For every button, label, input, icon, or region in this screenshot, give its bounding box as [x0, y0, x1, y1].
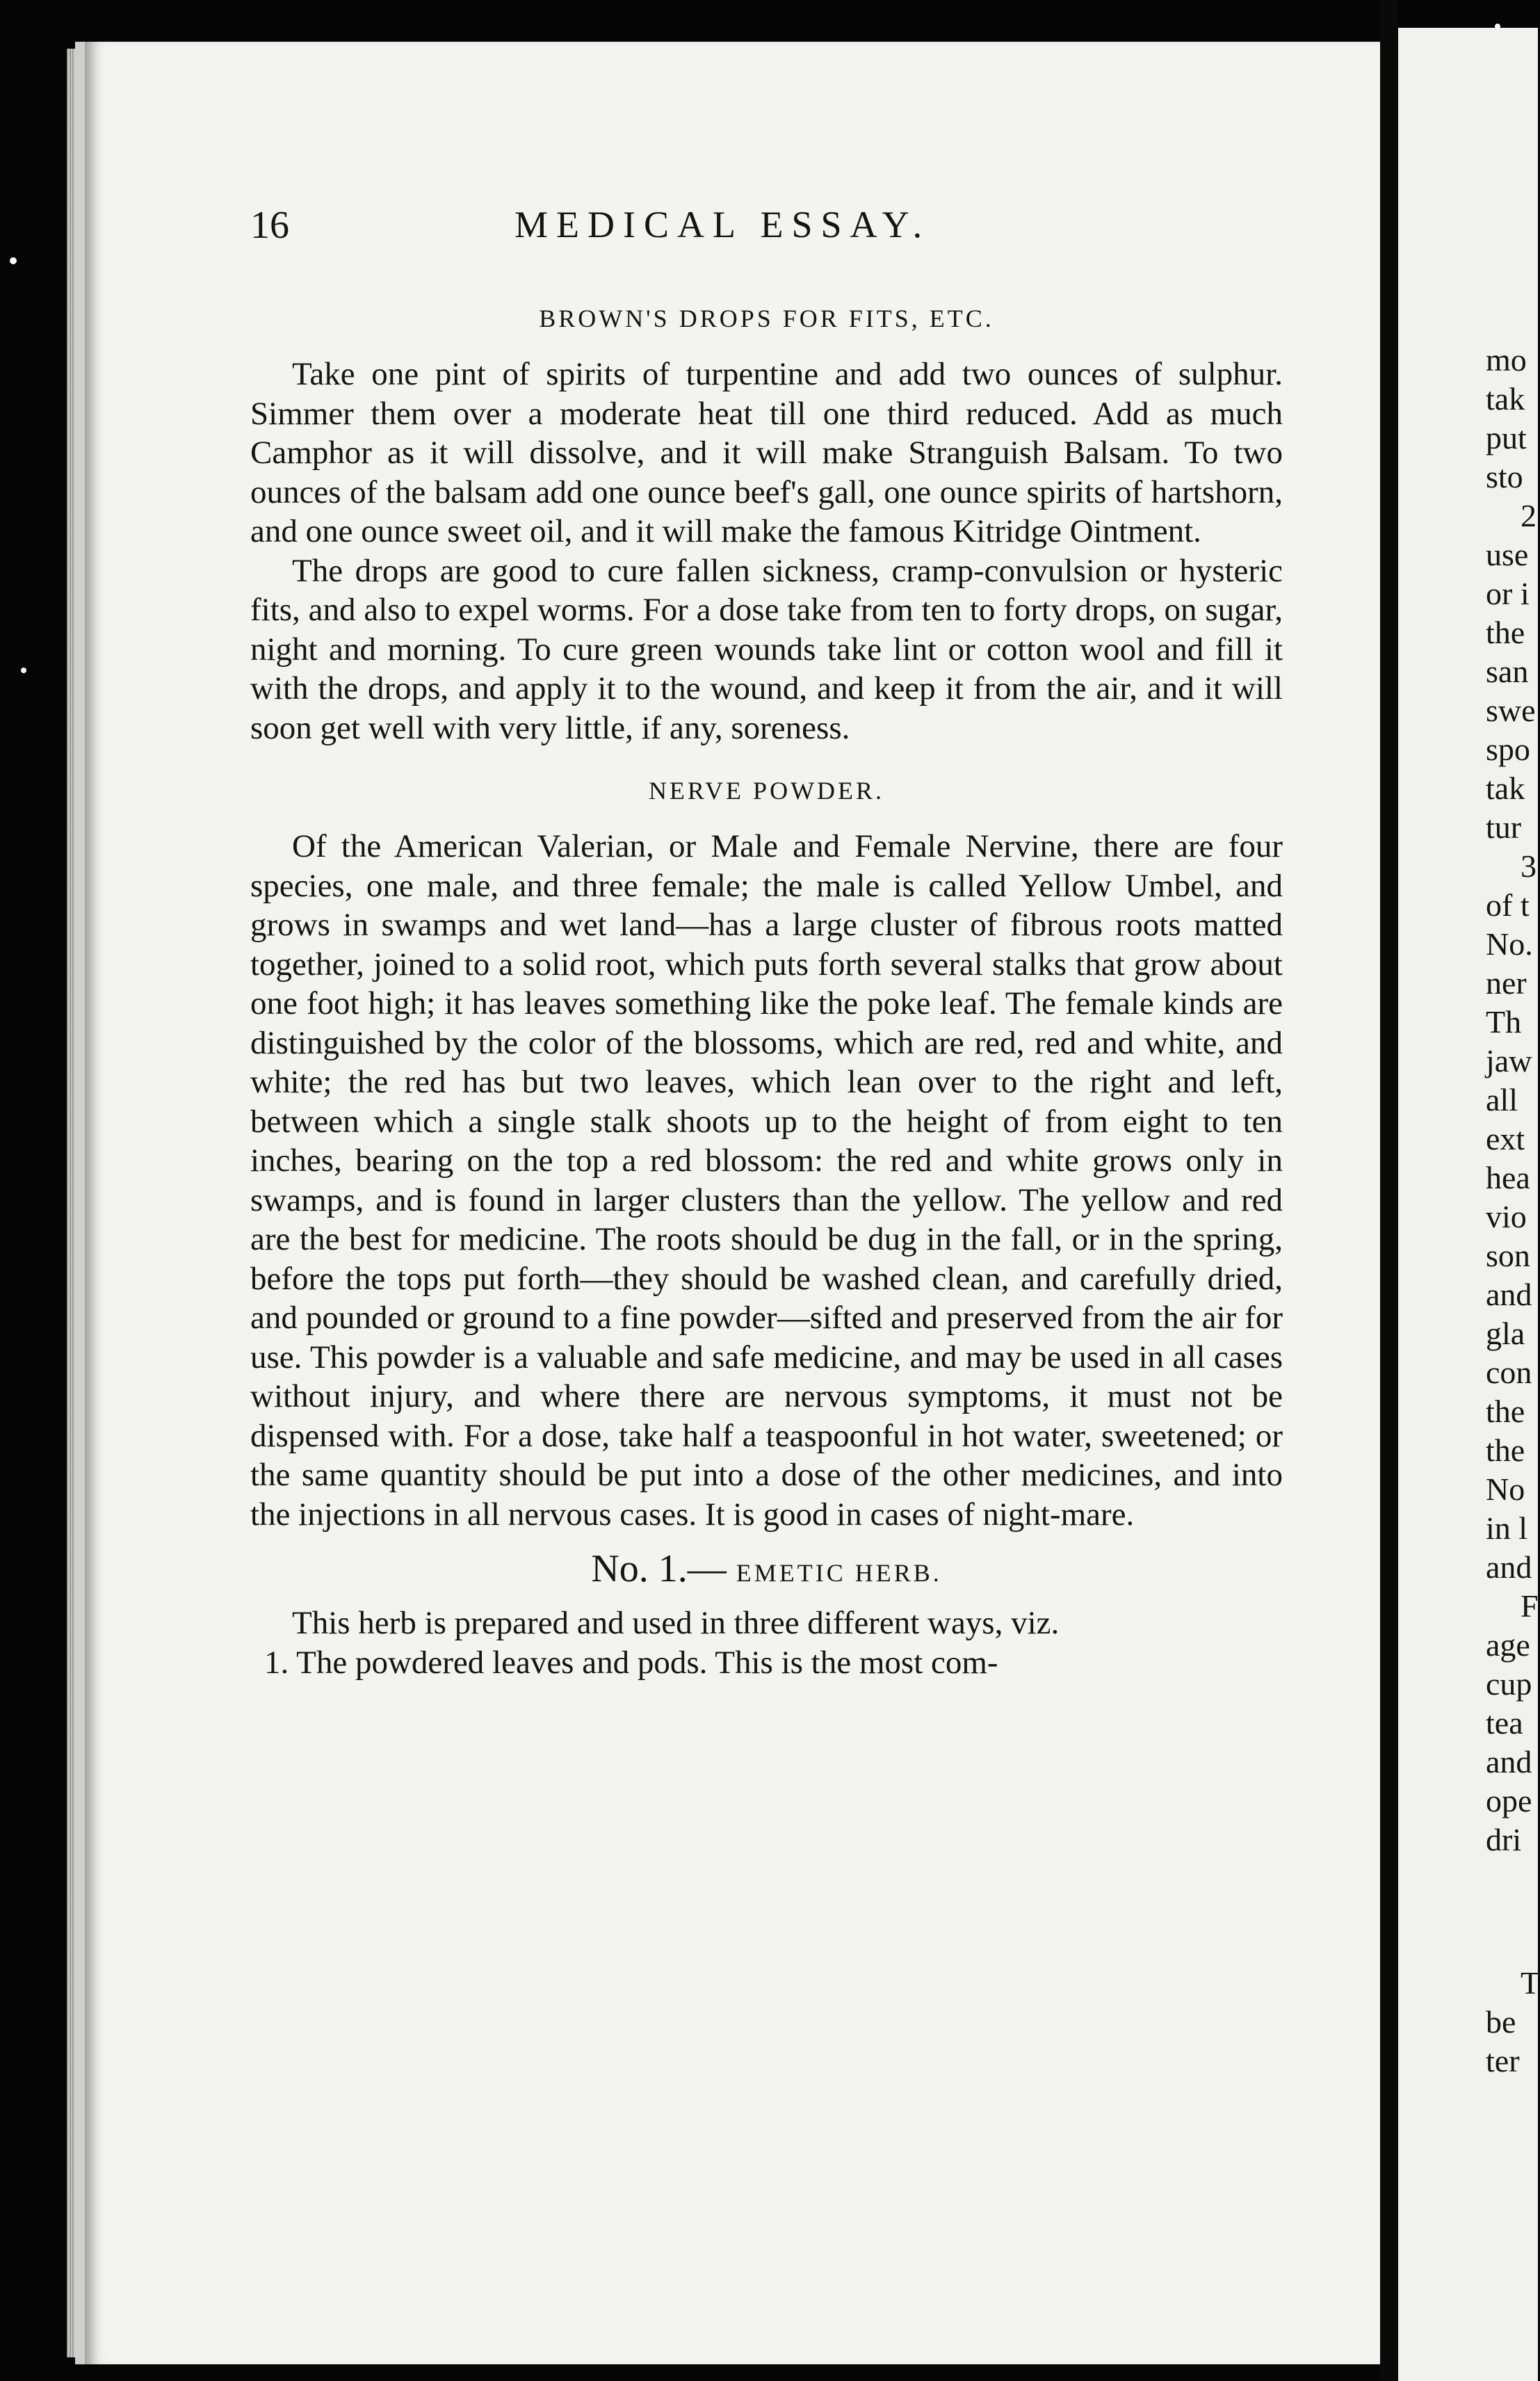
next-page-text-fragment: the [1486, 615, 1525, 650]
next-page-text-fragment: con [1486, 1355, 1532, 1390]
section-heading-emetic-herb [250, 1547, 1283, 1595]
running-title: MEDICAL ESSAY. [514, 204, 931, 245]
next-page-text-fragment: and [1486, 1744, 1532, 1779]
next-page-text-fragment: in l [1486, 1510, 1528, 1546]
next-page-text-fragment: ter [1486, 2043, 1520, 2079]
next-page-text-fragment: the [1486, 1394, 1525, 1429]
section-title: EMETIC HERB. [736, 1559, 942, 1587]
next-page-text-fragment: put [1486, 420, 1527, 455]
section-heading-browns-drops: BROWN'S DROPS FOR FITS, ETC. [539, 305, 994, 332]
next-page-text-fragment: swe [1486, 693, 1536, 728]
section-number: No. 1.— [591, 1547, 727, 1590]
paragraph: Of the American Valerian, or Male and Female Nervine, there are four species, one male, and three female; the male is called Yellow Umbel, and grows in swamps and wet land—has a large cluster of fibrous roots matted together, joined to a solid root, which puts forth several stalks that grow about one foot high; it has leaves something like the poke leaf. The female kinds are distinguished by the color of the blossoms, which are red, red and white, and white; the red has but two leaves, which lean over to the right and left, between which a single stalk shoots up to the height of from eight to ten inches, bearing on the top a red blossom: the red and white grows only in swamps, and is found in larger clusters than the yellow. The yellow and red are the best for medicine. The roots should be dug in the fall, or in the spring, before the tops put forth—they should be washed clean, and carefully dried, and pounded or ground to a fine powder—sifted and preserved from the air for use. This powder is a valuable and safe medicine, and may be used in all cases without injury, and where there are nervous symptoms, it must not be dispensed with. For a dose, take half a teaspoonful in hot water, sweetened; or the same quantity should be put into a dose of the other medicines, and into the injections in all nervous cases. It is good in cases of night-mare. [250, 828, 1283, 1533]
next-page-text-fragment: son [1486, 1238, 1530, 1273]
next-page-text-fragment: vio [1486, 1199, 1527, 1234]
next-page-text-fragment: ext [1486, 1121, 1525, 1156]
next-page-text-fragment: gla [1486, 1316, 1525, 1351]
next-page-text-fragment: all [1486, 1082, 1518, 1117]
next-page-text-fragment: No [1486, 1471, 1525, 1507]
paragraph: This herb is prepared and used in three different ways, viz. [292, 1605, 1060, 1641]
next-page-text-fragment: spo [1486, 732, 1530, 767]
next-page-text-fragment: of t [1486, 887, 1530, 923]
next-page-text-fragment: ope [1486, 1783, 1532, 1818]
next-page-text-fragment: sto [1486, 459, 1523, 494]
next-page-text-fragment: jaw [1486, 1043, 1532, 1079]
next-page-text-fragment: be [1486, 2004, 1516, 2040]
next-page-text-fragment: and [1486, 1549, 1532, 1585]
scan-speck [1495, 24, 1500, 29]
next-page-text-fragment: tak [1486, 381, 1525, 417]
next-page-text-fragment: hea [1486, 1160, 1530, 1195]
scan-speck [10, 257, 17, 264]
next-page-text-fragment: cup [1486, 1666, 1532, 1702]
next-page-text-fragment: F [1521, 1588, 1539, 1624]
next-page-text-fragment: dri [1486, 1822, 1522, 1857]
section-heading-nerve-powder: NERVE POWDER. [648, 777, 885, 805]
next-page-text-fragment: and [1486, 1277, 1532, 1312]
next-page-text-fragment: ner [1486, 965, 1527, 1001]
list-item: 1. The powdered leaves and pods. This is the most com- [264, 1644, 998, 1681]
next-page-text-fragment: 3 [1521, 848, 1537, 884]
next-page-text-fragment: the [1486, 1432, 1525, 1468]
next-page-text-fragment: age [1486, 1627, 1530, 1663]
page-number: 16 [250, 204, 289, 247]
next-page-text-fragment: Th [1486, 1004, 1522, 1040]
next-page-text-fragment: san [1486, 654, 1529, 689]
next-page-text-fragment: T [1521, 1965, 1540, 2001]
next-page-text-fragment: tak [1486, 770, 1525, 806]
next-page-text-fragment: tur [1486, 809, 1522, 845]
paragraph: The drops are good to cure fallen sickness, cramp-convulsion or hysteric fits, and also to expel worms. For a dose take from ten to forty drops, on sugar, night and morning. To cure green wounds take lint or cotton wool and fill it with the drops, and apply it to the wound, and keep it from the air, and it will soon get well with very little, if any, soreness. [250, 552, 1283, 746]
right-page-fragment [1398, 28, 1538, 2381]
next-page-text-fragment: tea [1486, 1705, 1523, 1741]
next-page-text-fragment: No. [1486, 926, 1533, 962]
next-page-text-fragment: mo [1486, 342, 1527, 378]
next-page-text-fragment: 2 [1521, 498, 1537, 533]
next-page-text-fragment: or i [1486, 576, 1530, 611]
next-page-text-fragment: use [1486, 537, 1529, 572]
paragraph: Take one pint of spirits of turpentine and add two ounces of sulphur. Simmer them over a moderate heat till one third reduced. Add as much Camphor as it will dissolve, and it will make Stranguish Balsam. To two ounces of the balsam add one ounce beef's gall, one ounce spirits of hartshorn, and one ounce sweet oil, and it will make the famous Kitridge Ointment. [250, 356, 1283, 549]
page-body [250, 299, 1283, 1682]
scan-speck [21, 668, 26, 673]
book-gutter [1380, 0, 1398, 2381]
